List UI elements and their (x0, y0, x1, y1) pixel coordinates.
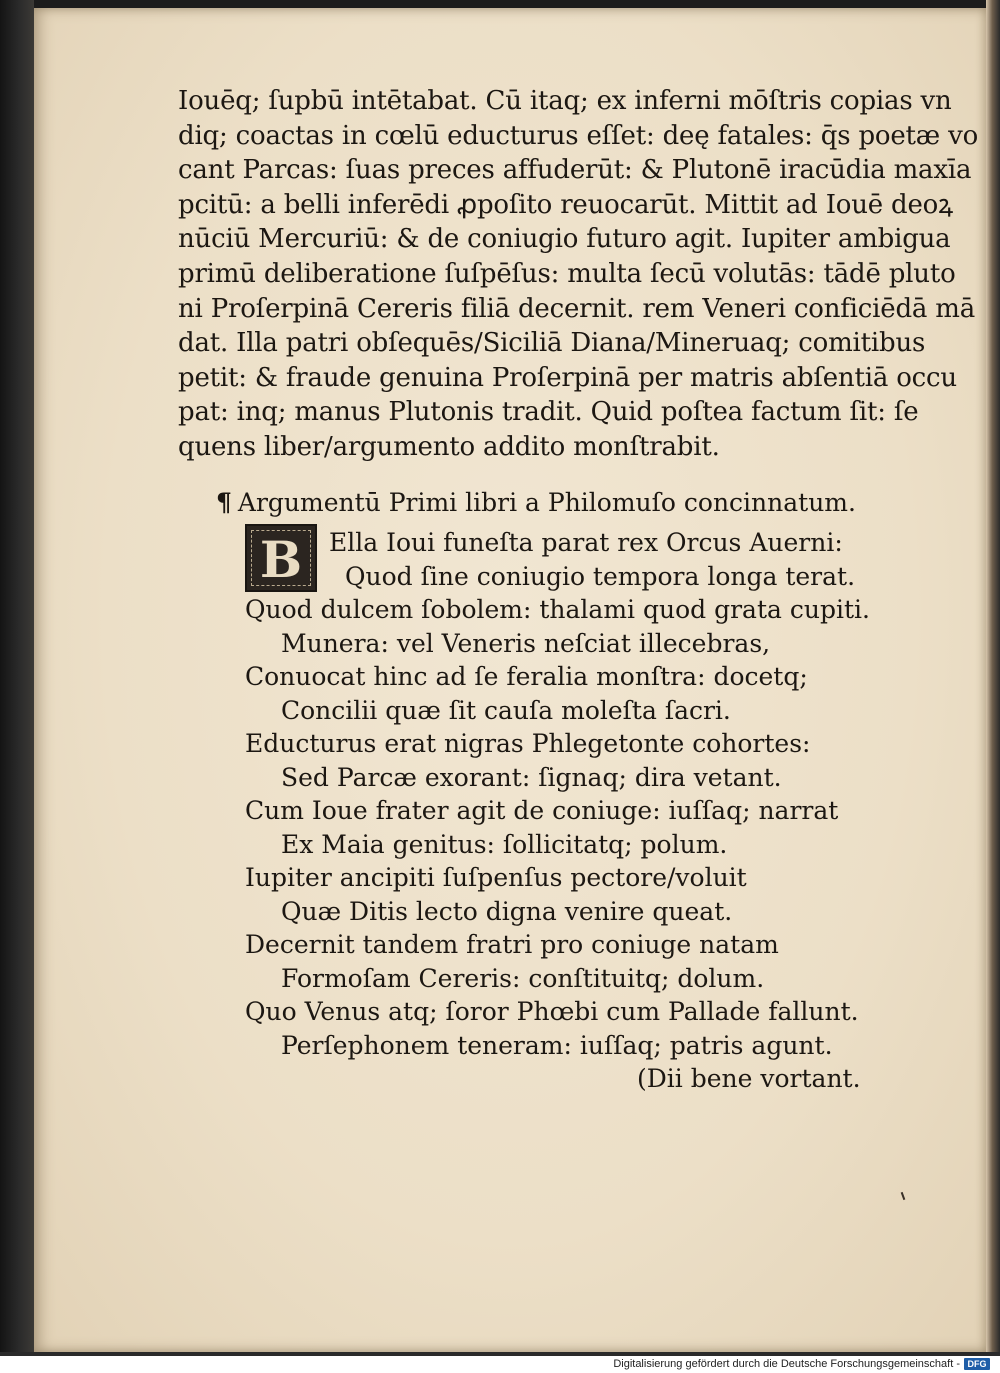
scan-border-left (0, 0, 34, 1356)
prose-line: nūciū Mercuriū: & de coniugio futuro agit. Iupiter ambigua (178, 224, 951, 255)
verse-line: Munera: vel Veneris neſciat illecebras, (281, 628, 771, 658)
verse-line: Quæ Ditis lecto digna venire queat. (281, 896, 733, 926)
prose-line: quens liber/argumento addito monſtrabit. (178, 431, 720, 462)
prose-line: ni Proſerpinā Cereris filiā decernit. rem Veneri conficiēdā mā (178, 293, 976, 324)
verse-line: Ella Ioui funeſta parat rex Orcus Auerni: (329, 528, 843, 557)
prose-line: pat: inq; manus Plutonis tradit. Quid poſtea factum ſit: ſe (178, 397, 919, 428)
verse-line: Iupiter ancipiti ſuſpenſus pectore/voluit (245, 863, 747, 892)
scan-border-top (0, 0, 1000, 8)
verse-line: Concilii quæ ſit cauſa moleſta ſacri. (281, 695, 731, 725)
prose-line: dat. Illa patri obſequēs/Siciliā Diana/Mineruaq; comitibus (178, 328, 926, 359)
prose-line: diq; coactas in cœlū educturus eſſet: deę fatales: q̄s poetæ vo (178, 120, 979, 151)
verse-line: Quod dulcem ſobolem: thalami quod grata cupiti. (245, 595, 870, 624)
prose-line: petit: & fraude genuina Proſerpinā per matris abſentiā occu (178, 362, 957, 393)
verse-line: Sed Parcæ exorant: ſignaq; dira vetant. (281, 762, 782, 792)
prose-line: pcitū: a belli inferēdi ꝓpoſito reuocarūt. Mittit ad Iouē deoꝝ (178, 189, 953, 220)
verse-line: Quod ſine coniugio tempora longa terat. (345, 561, 856, 591)
pilcrow-mark: ¶ (216, 488, 232, 517)
verse-line: Quo Venus atq; ſoror Phœbi cum Pallade fallunt. (245, 997, 859, 1026)
scan-border-right (986, 0, 1000, 1356)
prose-line: primū deliberatione ſuſpēſus: multa ſecū volutās: tādē pluto (178, 258, 956, 289)
verse-line: Educturus erat nigras Phlegetonte cohortes: (245, 729, 811, 758)
closing-line: (Dii bene vortant. (637, 1064, 861, 1093)
verse-line: Conuocat hinc ad ſe feralia monſtra: docetq; (245, 662, 808, 691)
initial-letter: B (259, 530, 303, 589)
verse-line: Perſephonem teneram: iuſſaq; patris agunt. (281, 1030, 833, 1060)
argument-heading-text: Argumentū Primi libri a Philomuſo concinnatum. (237, 488, 856, 517)
verse-line: Cum Ioue frater agit de coniuge: iuſſaq; narrat (245, 796, 839, 825)
prose-paragraph (178, 84, 979, 465)
verse-line: Decernit tandem fratri pro coniuge natam (245, 930, 779, 959)
verse-argument (245, 526, 945, 1096)
prose-line: Iouēq; ſupbū intētabat. Cū itaq; ex inferni mōſtris copias vn (178, 86, 952, 116)
argument-heading (216, 488, 856, 518)
verse-line: Ex Maia genitus: ſollicitatq; polum. (281, 829, 728, 859)
dfg-logo-icon[interactable]: DFG (964, 1358, 990, 1370)
footer-bar (0, 1356, 1000, 1373)
prose-line: cant Parcas: ſuas preces affuderūt: & Plutonē iracūdia maxīa (178, 155, 972, 186)
footer-credit: Digitalisierung gefördert durch die Deutsche Forschungsgemeinschaft - (613, 1358, 960, 1370)
verse-line: Formoſam Cereris: conſtituitq; dolum. (281, 963, 765, 993)
